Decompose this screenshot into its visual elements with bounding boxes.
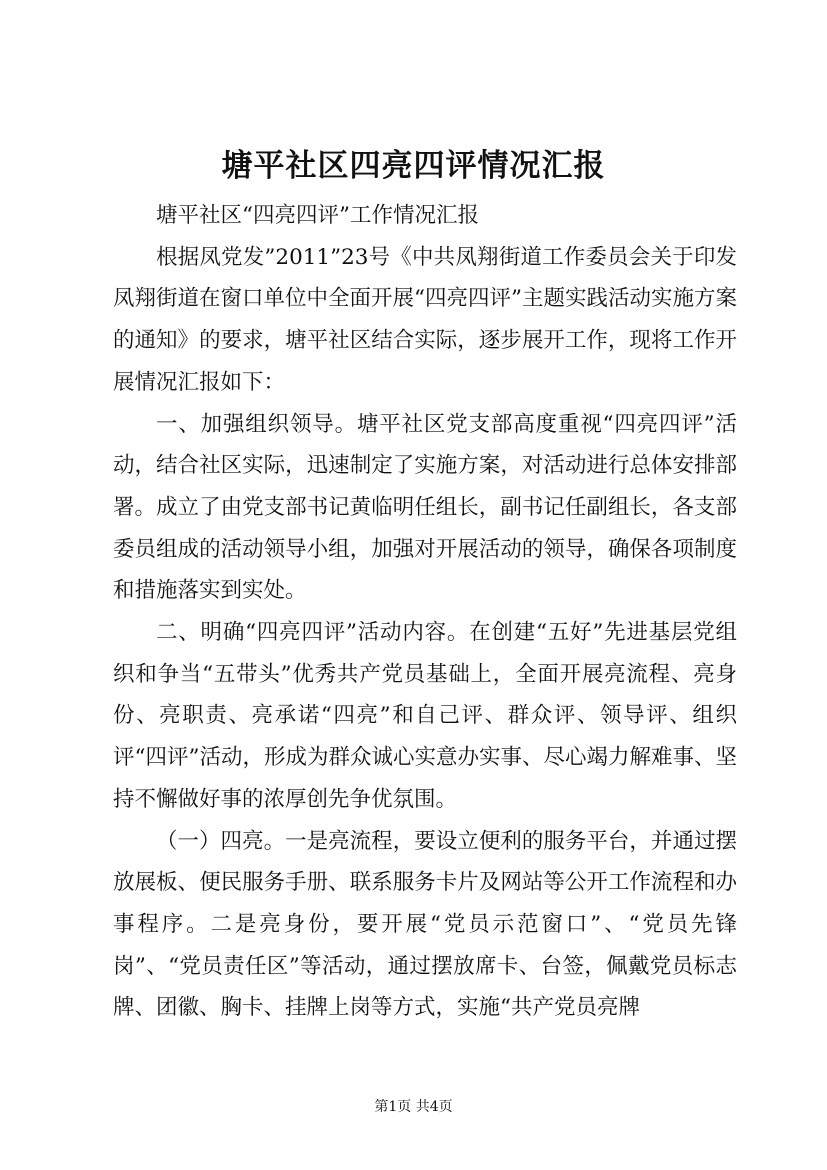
paragraph-section-1: 一、加强组织领导。塘平社区党支部高度重视“四亮四评”活动，结合社区实际，迅速制定了实施方案，对活动进行总体安排部署。成立了由党支部书记黄临明任组长，副书记任副组长，各支部委员组成的活动领导小组，加强对开展活动的领导，确保各项制度和措施落实到实处。 [113, 411, 737, 604]
document-subtitle: 塘平社区“四亮四评”工作情况汇报 [156, 203, 479, 228]
document-body [113, 195, 737, 1029]
paragraph-section-2: 二、明确“四亮四评”活动内容。在创建“五好”先进基层党组织和争当“五带头”优秀共产党员基础上，全面开展亮流程、亮身份、亮职责、亮承诺“四亮”和自己评、群众评、领导评、组织评“四评”活动，形成为群众诚心实意办实事、尽心竭力解难事、坚持不懈做好事的浓厚创先争优氛围。 [113, 620, 737, 812]
document-title: 塘平社区四亮四评情况汇报 [221, 148, 606, 184]
page-number-footer: 第1页 共4页 [374, 1099, 453, 1115]
paragraph-four-liang: （一）四亮。一是亮流程，要设立便利的服务平台，并通过摆放展板、便民服务手册、联系服务卡片及网站等公开工作流程和办事程序。二是亮身份，要开展“党员示范窗口”、“党员先锋岗”、“党员责任区”等活动，通过摆放席卡、台签，佩戴党员标志牌、团徽、胸卡、挂牌上岗等方式，实施“共产党员亮牌 [113, 828, 737, 1021]
paragraph-intro: 根据凤党发”2011”23号《中共凤翔街道工作委员会关于印发凤翔街道在窗口单位中全面开展“四亮四评”主题实践活动实施方案的通知》的要求，塘平社区结合实际，逐步展开工作，现将工作开展情况汇报如下： [113, 244, 737, 395]
